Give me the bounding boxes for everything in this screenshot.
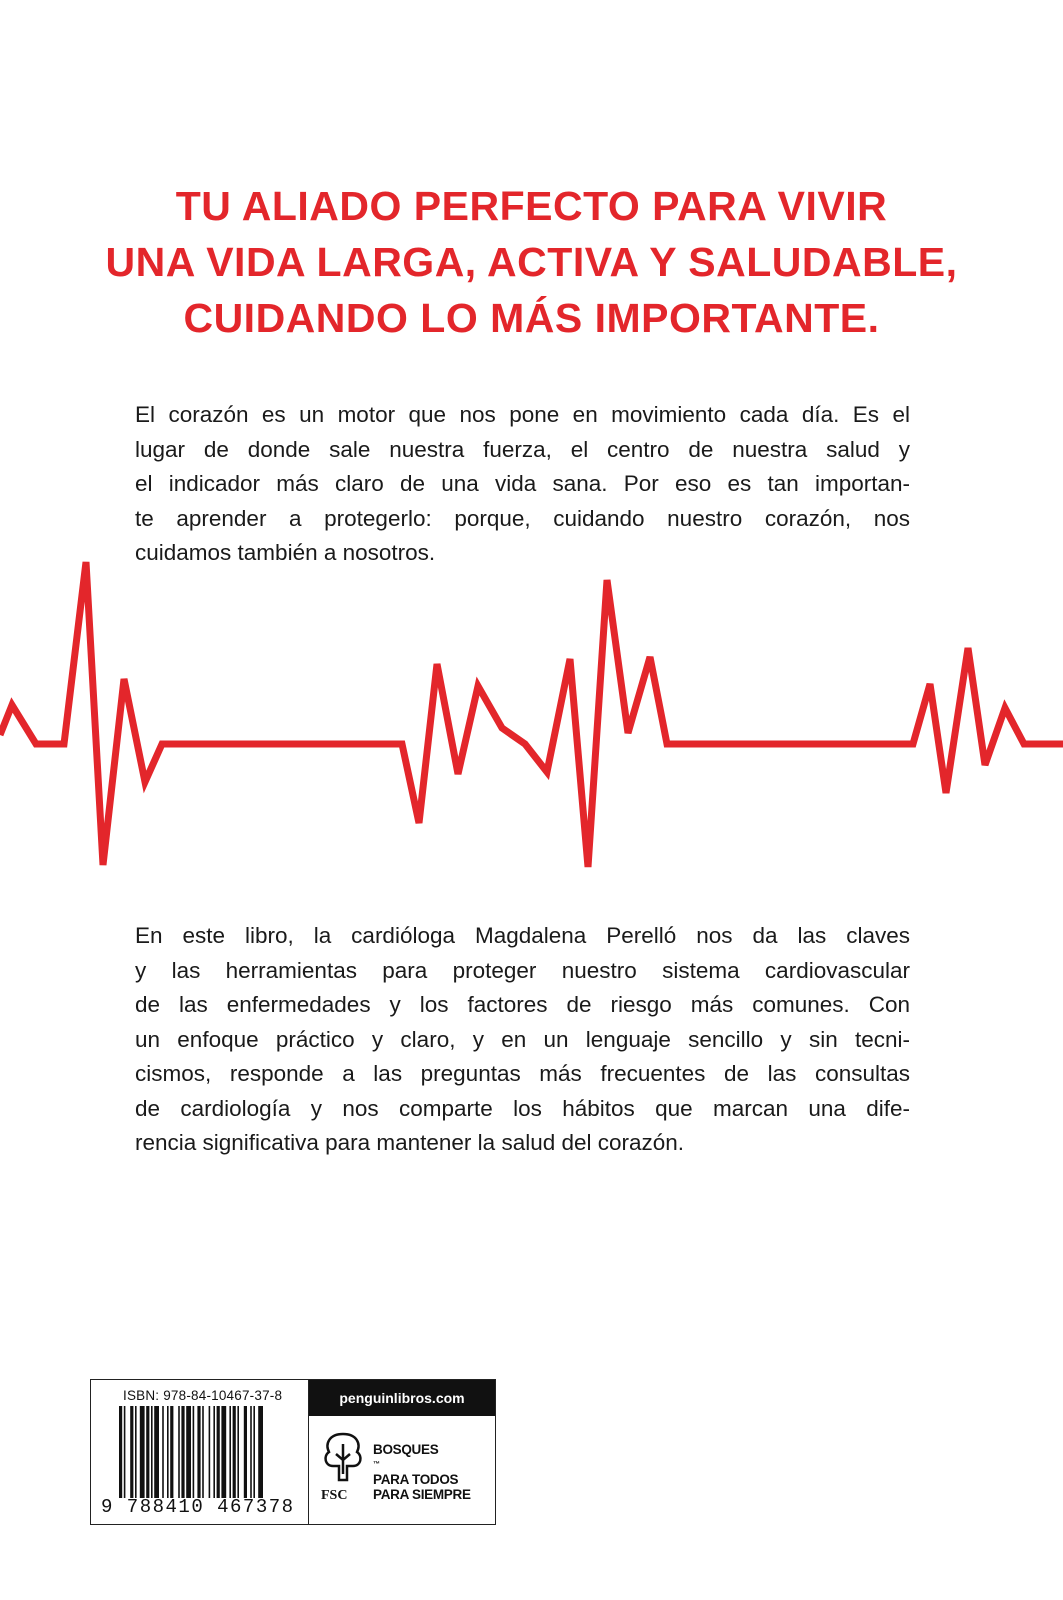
barcode-bar [140,1406,145,1498]
heartbeat-line-icon [0,560,1063,880]
paragraph-line: cuidamos también a nosotros. [135,540,436,565]
intro-paragraph [135,398,910,571]
headline-line: CUIDANDO LO MÁS IMPORTANTE. [183,295,880,341]
paragraph-line: de las enfermedades y los factores de riesgo más comunes. Con [135,992,910,1017]
barcode-bar [237,1406,239,1498]
paragraph-line: lugar de donde sale nuestra fuerza, el centro de nuestra salud y [135,436,910,462]
barcode-bar [193,1406,195,1498]
fsc-tree-icon [319,1430,367,1486]
paragraph-line: En este libro, la cardióloga Magdalena Perelló nos da las claves [135,923,910,948]
barcode-bar [162,1406,164,1498]
barcode-bar [119,1406,122,1498]
barcode-bar [178,1406,180,1498]
barcode-box [90,1379,496,1525]
headline [60,178,1003,346]
trademark-symbol: ™ [373,1461,380,1468]
paragraph-line: te aprender a protegerlo: porque, cuidando nuestro corazón, nos [135,505,910,531]
barcode-bar [167,1406,169,1498]
paragraph-line: y las herramientas para proteger nuestro sistema cardiovascular [135,957,910,983]
barcode-bar [135,1406,137,1498]
description-paragraph [135,919,910,1161]
paragraph-line: el indicador más claro de una vida sana. Por eso es tan importan- [135,471,910,496]
barcode-bar [154,1406,159,1498]
barcode-bar [146,1406,149,1498]
publisher-panel [309,1380,495,1524]
headline-line: UNA VIDA LARGA, ACTIVA Y SALUDABLE, [105,239,958,285]
barcode-bar [186,1406,191,1498]
barcode-bar [151,1406,153,1498]
fsc-slogan-line: PARA TODOS [373,1472,459,1487]
barcode-bar [197,1406,200,1498]
barcode-icon [119,1406,299,1498]
publisher-url: penguinlibros.com [309,1380,495,1416]
barcode-bar [244,1406,247,1498]
barcode-bar [130,1406,133,1498]
fsc-slogan-line: PARA SIEMPRE [373,1487,471,1502]
barcode-bar [202,1406,204,1498]
barcode-bar [181,1406,184,1498]
barcode-bar [221,1406,226,1498]
barcode-bar [124,1406,126,1498]
barcode-bar [253,1406,255,1498]
headline-line: TU ALIADO PERFECTO PARA VIVIR [175,183,888,229]
paragraph-line: rencia significativa para mantener la salud del corazón. [135,1130,685,1155]
barcode-bar [170,1406,173,1498]
barcode-bar [258,1406,263,1498]
barcode-bar [209,1406,211,1498]
fsc-label: FSC [321,1488,348,1503]
barcode-digits: 9 788410 467378 [101,1496,295,1518]
paragraph-line: El corazón es un motor que nos pone en movimiento cada día. Es el [135,402,910,427]
fsc-slogan [373,1442,471,1502]
barcode-bar [233,1406,236,1498]
paragraph-line: cismos, responde a las preguntas más frecuentes de las consultas [135,1061,910,1086]
barcode-bar [229,1406,231,1498]
paragraph-line: un enfoque práctico y claro, y en un lenguaje sencillo y sin tecni- [135,1026,910,1052]
paragraph-line: de cardiología y nos comparte los hábitos que marcan una dife- [135,1095,910,1121]
barcode-bar [250,1406,252,1498]
barcode-bar [217,1406,220,1498]
isbn-label: ISBN: 978-84-10467-37-8 [123,1388,283,1403]
barcode-bar [213,1406,215,1498]
barcode-area [91,1380,309,1524]
fsc-slogan-line: BOSQUES [373,1442,439,1457]
